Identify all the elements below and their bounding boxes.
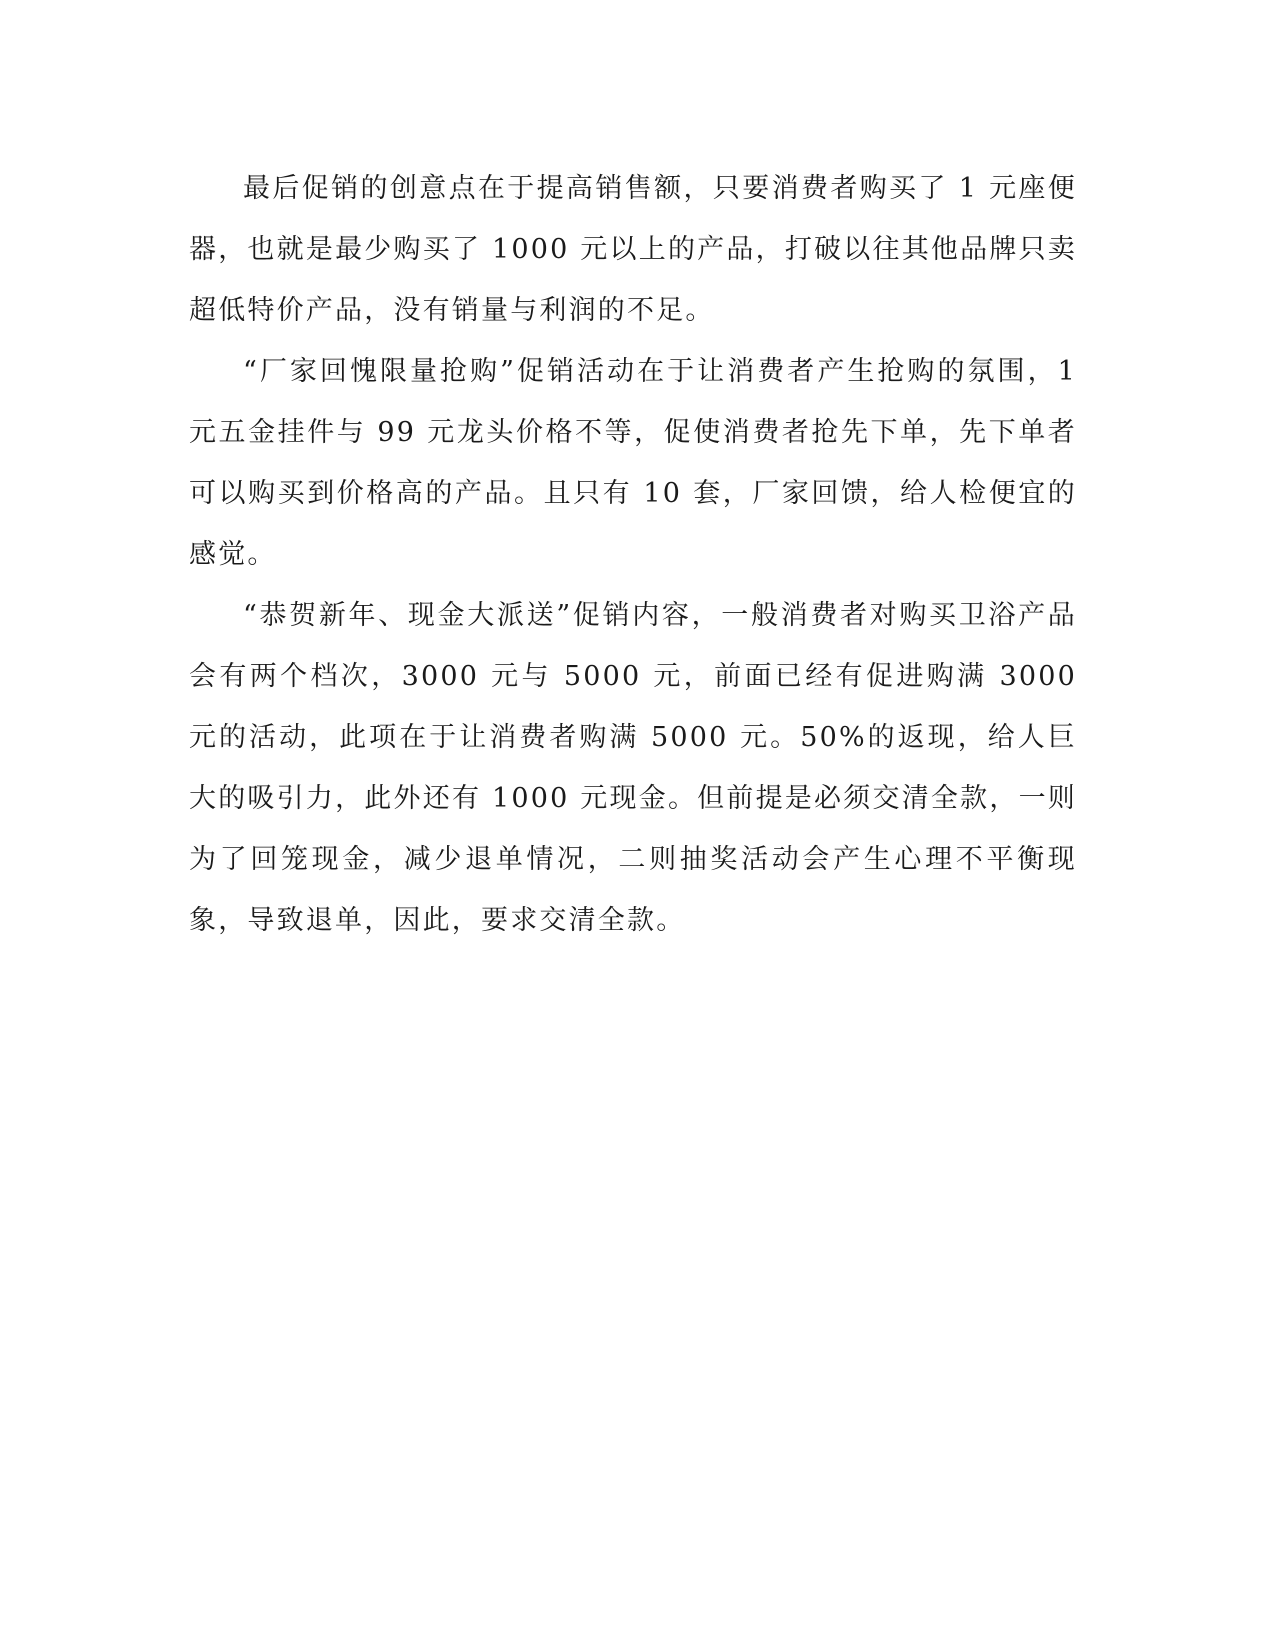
body-text <box>189 158 1077 951</box>
paragraph-1: 最后促销的创意点在于提高销售额，只要消费者购买了 1 元座便器，也就是最少购买了 1000 元以上的产品，打破以往其他品牌只卖超低特价产品，没有销量与利润的不足。 <box>189 173 1077 326</box>
paragraph-2: “厂家回愧限量抢购”促销活动在于让消费者产生抢购的氛围，1 元五金挂件与 99 元龙头价格不等，促使消费者抢先下单，先下单者可以购买到价格高的产品。且只有 10 套，厂家回馈，给人检便宜的感觉。 <box>189 356 1077 570</box>
paragraph-3: “恭贺新年、现金大派送”促销内容，一般消费者对购买卫浴产品会有两个档次，3000 元与 5000 元，前面已经有促进购满 3000 元的活动，此项在于让消费者购满 5000 元。50%的返现，给人巨大的吸引力，此外还有 1000 元现金。但前提是必须交清全款，一则为了回笼现金，减少退单情况，二则抽奖活动会产生心理不平衡现象，导致退单，因此，要求交清全款。 <box>189 600 1077 936</box>
